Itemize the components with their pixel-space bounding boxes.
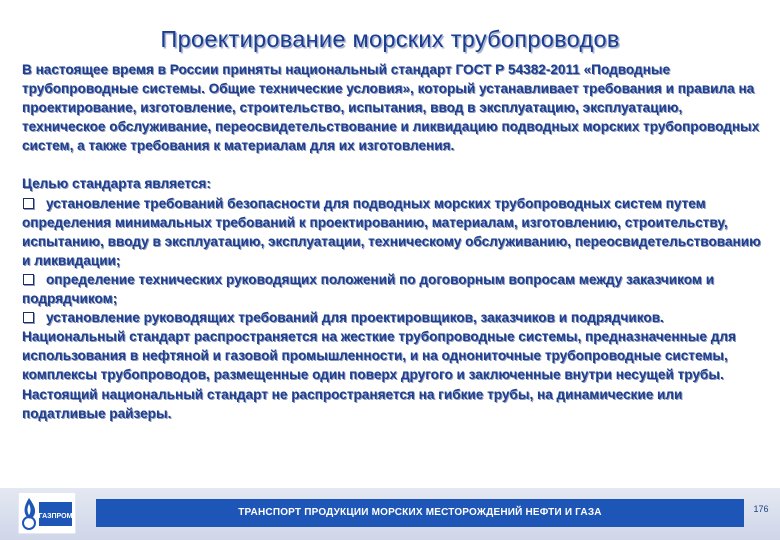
logo-text: ГАЗПРОМ [38, 513, 73, 520]
exclusion-paragraph: Настоящий национальный стандарт не распространяется на гибкие трубы, на динамические или податливые райзеры. [22, 386, 683, 421]
paragraph-gap [22, 155, 762, 174]
bullet-item [22, 270, 762, 308]
gazprom-logo [18, 492, 76, 534]
bullet-text: установление руководящих требований для проектировщиков, заказчиков и подрядчиков. [46, 310, 664, 326]
footer-caption: ТРАНСПОРТ ПРОДУКЦИИ МОРСКИХ МЕСТОРОЖДЕНИЙ НЕФТИ И ГАЗА [238, 507, 602, 518]
bullet-item [22, 308, 762, 327]
bullet-text: установление требований безопасности для подводных морских трубопроводных систем путем определения минимальных требований к проектированию, материалам, изготовлению, строительству, испытанию, вводу в эксплуатацию, эксплуатации, техническому обслуживанию, переосвидетельствованию и ликвидации; [22, 195, 761, 268]
bullet-item [22, 194, 762, 270]
bullet-text: определение технических руководящих положений по договорным вопросам между заказчиком и подрядчиком; [22, 271, 715, 307]
checkbox-bullet-icon [23, 198, 34, 209]
checkbox-bullet-icon [23, 312, 34, 323]
page-number: 176 [753, 504, 769, 514]
scope-paragraph: Национальный стандарт распространяется на жесткие трубопроводные системы, предназначенные для использования в нефтяной и газовой промышленности, и на однониточные трубопроводные системы, комплексы трубопроводов, размещенные один поверх другого и заключенные внутри несущей трубы. [22, 329, 736, 383]
goal-heading: Целью стандарта является: [22, 176, 211, 192]
checkbox-bullet-icon [23, 274, 34, 285]
intro-paragraph: В настоящее время в России приняты национальный стандарт ГОСТ Р 54382-2011 «Подводные трубопроводные системы. Общие технические условия», который устанавливает требования и правила на проектирование, изготовление, строительство, испытания, ввод в эксплуатацию, эксплуатацию, техническое обслуживание, переосвидетельствование и ликвидацию подводных морских трубопроводных систем, а также требования к материалам для их изготовления. [22, 62, 760, 154]
slide-body [22, 60, 762, 423]
gazprom-logo-icon [18, 492, 76, 534]
slide-title: Проектирование морских трубопроводов [160, 26, 620, 52]
